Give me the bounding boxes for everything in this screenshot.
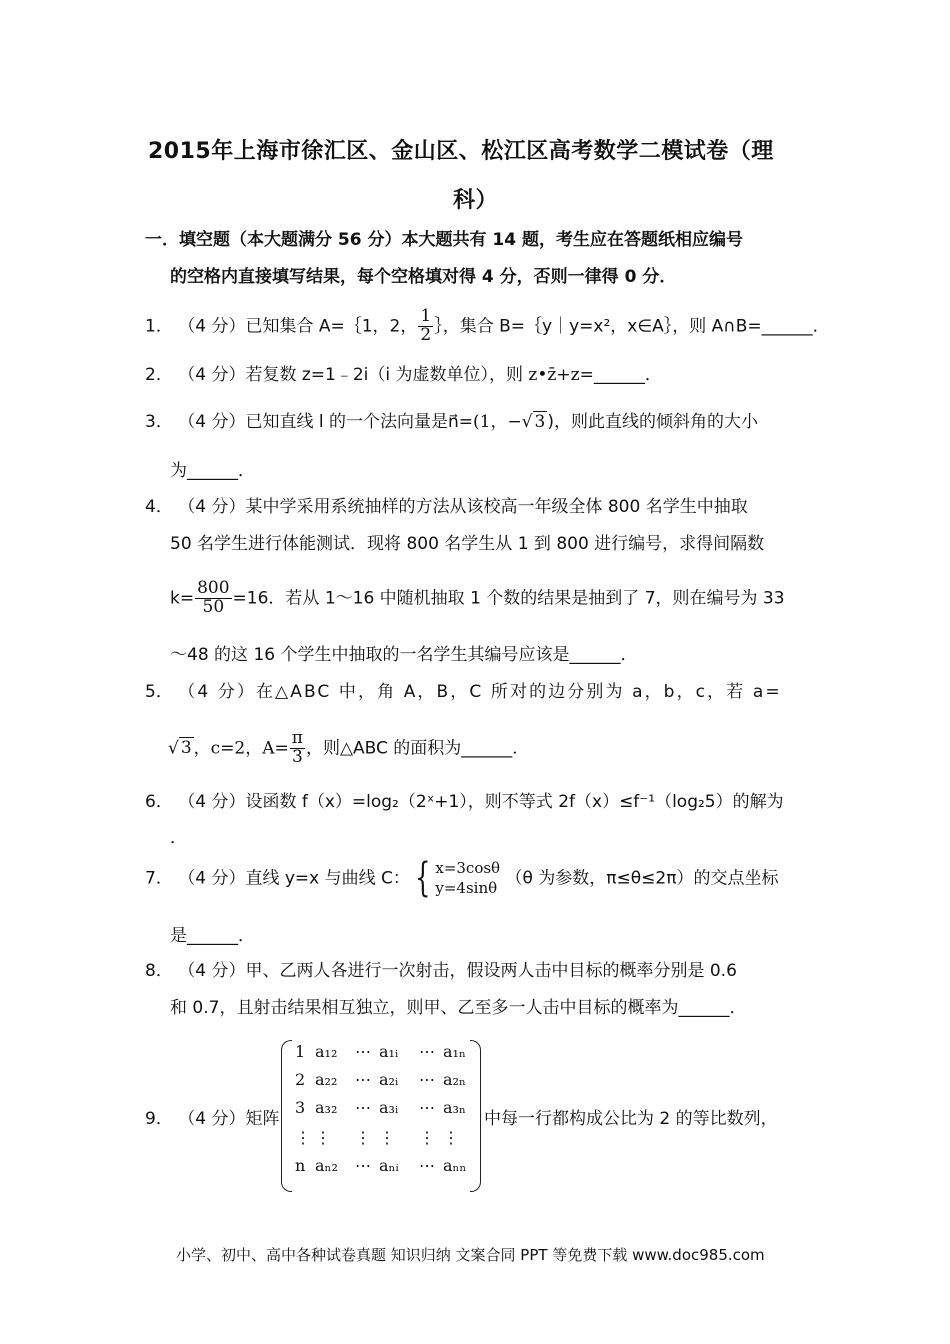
matrix-cell: ⋯: [355, 1070, 371, 1089]
question-9: [145, 1104, 279, 1129]
question-7: [145, 855, 779, 902]
question-number: 4．: [145, 497, 173, 517]
sqrt: √ 3: [168, 738, 192, 759]
question-text: （4 分）设函数 f（x）=log₂（2ˣ+1），则不等式 2f（x）≤f⁻¹（log₂5）的解为: [178, 792, 784, 812]
question-1: [145, 308, 830, 345]
question-7-cont: 是______．: [170, 926, 255, 946]
question-3: [145, 407, 758, 432]
matrix-cell: 1: [295, 1042, 306, 1061]
question-5: [145, 677, 782, 702]
matrix-cell: aₙ₂: [315, 1156, 338, 1175]
matrix-cell: ⋮: [315, 1128, 331, 1147]
question-text-2: ｝，集合 B=｛y｜y=x²，x∈A｝，则 A∩B=______．: [434, 316, 830, 337]
matrix-cell: a₃₂: [315, 1098, 338, 1117]
matrix-cell: a₃ₙ: [443, 1098, 466, 1117]
question-text: （4 分）直线 y=x 与曲线 C：: [178, 868, 410, 889]
question-text-2: =______．: [579, 365, 662, 385]
question-9-cont: 中每一行都构成公比为 2 的等比数列，: [484, 1109, 778, 1129]
matrix: [281, 1040, 481, 1190]
question-3-cont: 为______．: [170, 461, 255, 481]
formula: z•z̄+z: [528, 365, 580, 385]
matrix-cell: ⋯: [355, 1156, 371, 1175]
matrix-cell: ⋯: [419, 1042, 435, 1061]
brace: {: [414, 855, 431, 902]
matrix-cell: ⋮: [443, 1128, 459, 1147]
question-8: [145, 956, 737, 981]
question-number: 1．: [145, 316, 173, 337]
question-text: （4 分）甲、乙两人各进行一次射击，假设两人击中目标的概率分别是 0.6: [178, 961, 737, 981]
fraction: $\frac{\pi}{3}$: [291, 728, 303, 767]
matrix-cell: ⋮: [295, 1128, 311, 1147]
question-number: 6．: [145, 792, 173, 812]
question-2: [145, 360, 662, 385]
sqrt: √ 3: [521, 412, 546, 432]
question-text: （4 分）在△ABC 中，角 A，B，C 所对的边分别为 a，b，c，若 a=: [178, 682, 782, 702]
matrix-cell: 2: [295, 1070, 306, 1089]
matrix-cell: a₁ₙ: [443, 1042, 466, 1061]
page-title-cont: 科）: [453, 188, 499, 213]
vector-formula: n⃗=(1，−: [447, 412, 522, 432]
left-paren: [281, 1040, 292, 1192]
matrix-cell: ⋮: [379, 1128, 395, 1147]
question-4-line3: k= $\frac{800}{50}$ =16．若从 1～16 中随机抽取 1 个数的结果是抽到了 7，则在编号为 33: [170, 578, 785, 617]
fraction: $\frac{1}{2}$: [420, 306, 432, 345]
equation-system: x=3cosθ y=4sinθ: [435, 859, 501, 898]
question-text-2: )，则此直线的倾斜角的大小: [547, 412, 759, 432]
question-text: （4 分）矩阵: [178, 1109, 280, 1129]
question-number: 9．: [145, 1109, 173, 1129]
fraction: $\frac{800}{50}$: [197, 578, 230, 617]
question-text-2: （θ 为参数，π≤θ≤2π）的交点坐标: [505, 868, 779, 889]
question-number: 5．: [145, 682, 173, 702]
question-4: [145, 492, 748, 517]
matrix-cell: aₙₙ: [443, 1156, 467, 1175]
question-number: 8．: [145, 961, 173, 981]
right-paren: [470, 1040, 481, 1192]
matrix-cell: ⋯: [355, 1098, 371, 1117]
matrix-cell: ⋯: [419, 1098, 435, 1117]
question-8-cont: 和 0.7，且射击结果相互独立，则甲、乙至多一人击中目标的概率为______．: [170, 998, 747, 1018]
matrix-cell: ⋯: [355, 1042, 371, 1061]
matrix-cell: ⋮: [355, 1128, 371, 1147]
matrix-cell: a₁ᵢ: [379, 1042, 399, 1061]
question-text: （4 分）已知直线 l 的一个法向量是: [178, 412, 448, 432]
section-heading: 一．填空题（本大题满分 56 分）本大题共有 14 题，考生应在答题纸相应编号: [145, 230, 743, 250]
question-text: （4 分）已知集合 A=｛1，2，: [178, 316, 418, 337]
matrix-cell: a₃ᵢ: [379, 1098, 399, 1117]
question-number: 3．: [145, 412, 173, 432]
matrix-cell: a₂ₙ: [443, 1070, 466, 1089]
matrix-cell: n: [295, 1156, 306, 1175]
question-6-cont: ．: [170, 828, 187, 848]
matrix-cell: 3: [295, 1098, 306, 1117]
question-6: [145, 787, 784, 812]
page-title: 2015年上海市徐汇区、金山区、松江区高考数学二模试卷（理: [148, 139, 774, 164]
matrix-cell: ⋮: [419, 1128, 435, 1147]
question-4-line4: ～48 的这 16 个学生中抽取的一名学生其编号应该是______．: [170, 645, 638, 665]
question-5-line2: √ 3 ，c=2，A= $\frac{\pi}{3}$ ，则△ABC 的面积为______．: [168, 728, 530, 767]
question-number: 7．: [145, 868, 173, 889]
matrix-cell: aₙᵢ: [379, 1156, 399, 1175]
question-text: （4 分）若复数 z=1﹣2i（i 为虚数单位），则: [178, 365, 524, 385]
question-4-line2: 50 名学生进行体能测试．现将 800 名学生从 1 到 800 进行编号，求得间隔数: [170, 534, 765, 554]
matrix-cell: a₁₂: [315, 1042, 338, 1061]
section-heading-cont: 的空格内直接填写结果，每个空格填对得 4 分，否则一律得 0 分．: [170, 267, 677, 287]
page-footer: 小学、初中、高中各种试卷真题 知识归纳 文案合同 PPT 等免费下载 www.doc985.com: [176, 1246, 765, 1264]
question-text: （4 分）某中学采用系统抽样的方法从该校高一年级全体 800 名学生中抽取: [178, 497, 748, 517]
matrix-cell: ⋯: [419, 1156, 435, 1175]
question-number: 2．: [145, 365, 173, 385]
matrix-cell: a₂₂: [315, 1070, 338, 1089]
matrix-cell: a₂ᵢ: [379, 1070, 399, 1089]
matrix-cell: ⋯: [419, 1070, 435, 1089]
